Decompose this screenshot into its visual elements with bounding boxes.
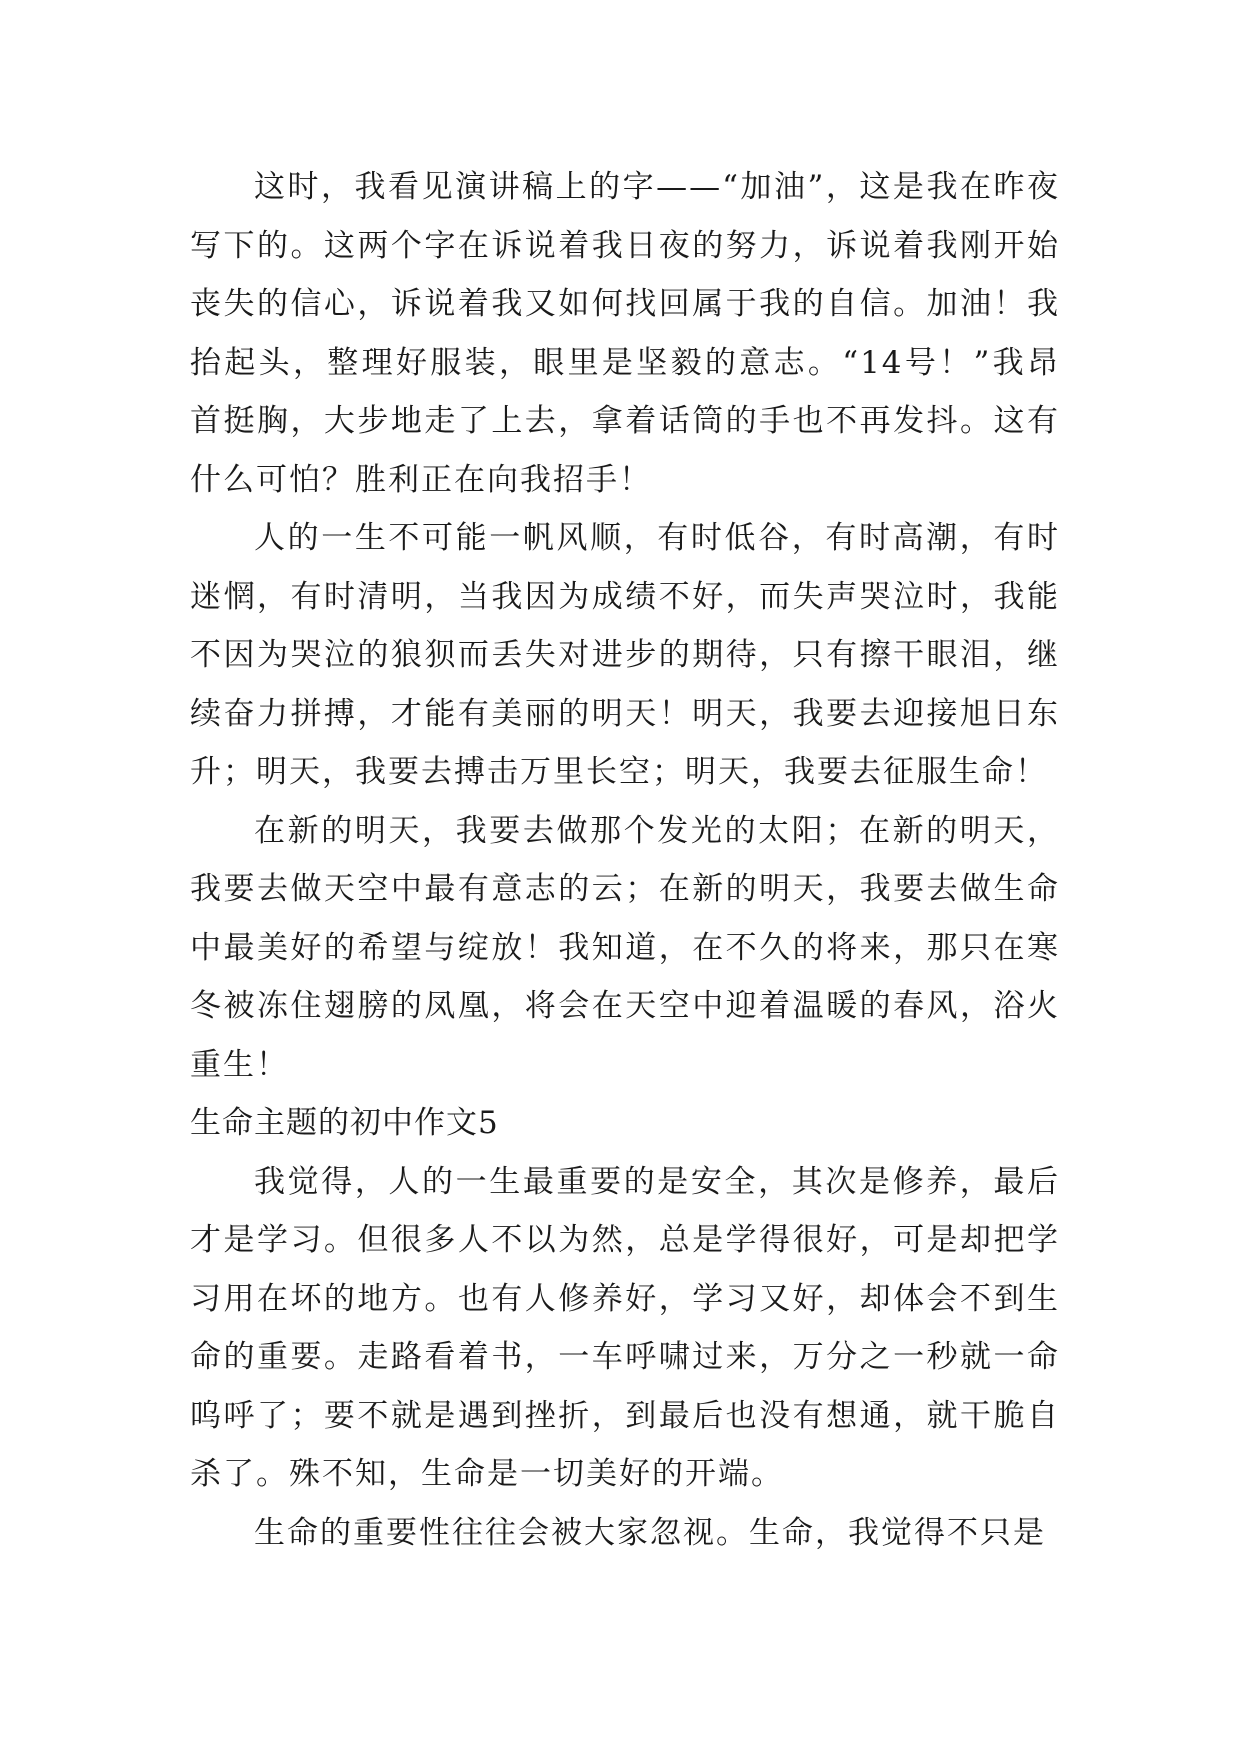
essay-heading: 生命主题的初中作文5 bbox=[190, 1105, 499, 1141]
paragraph-1: 这时，我看见演讲稿上的字——“加油”，这是我在昨夜写下的。这两个字在诉说着我日夜的努力，诉说着我刚开始丧失的信心，诉说着我又如何找回属于我的自信。加油！我抬起头，整理好服装，眼里是坚毅的意志。“14号！”我昂首挺胸，大步地走了上去，拿着话筒的手也不再发抖。这有什么可怕？胜利正在向我招手！ bbox=[190, 169, 1060, 498]
paragraph-3: 在新的明天，我要去做那个发光的太阳；在新的明天，我要去做天空中最有意志的云；在新的明天，我要去做生命中最美好的希望与绽放！我知道，在不久的将来，那只在寒冬被冻住翅膀的凤凰，将会在天空中迎着温暖的春风，浴火重生！ bbox=[190, 812, 1060, 1083]
paragraph-4: 我觉得，人的一生最重要的是安全，其次是修养，最后才是学习。但很多人不以为然，总是学得很好，可是却把学习用在坏的地方。也有人修养好，学习又好，却体会不到生命的重要。走路看着书，一车呼啸过来，万分之一秒就一命呜呼了；要不就是遇到挫折，到最后也没有想通，就干脆自杀了。殊不知，生命是一切美好的开端。 bbox=[190, 1163, 1060, 1492]
paragraph-2: 人的一生不可能一帆风顺，有时低谷，有时高潮，有时迷惘，有时清明，当我因为成绩不好，而失声哭泣时，我能不因为哭泣的狼狈而丢失对进步的期待，只有擦干眼泪，继续奋力拼搏，才能有美丽的明天！明天，我要去迎接旭日东升；明天，我要去搏击万里长空；明天，我要去征服生命！ bbox=[190, 520, 1060, 790]
document-body bbox=[190, 158, 1060, 1562]
paragraph-5: 生命的重要性往往会被大家忽视。生命，我觉得不只是 bbox=[254, 1514, 1046, 1551]
